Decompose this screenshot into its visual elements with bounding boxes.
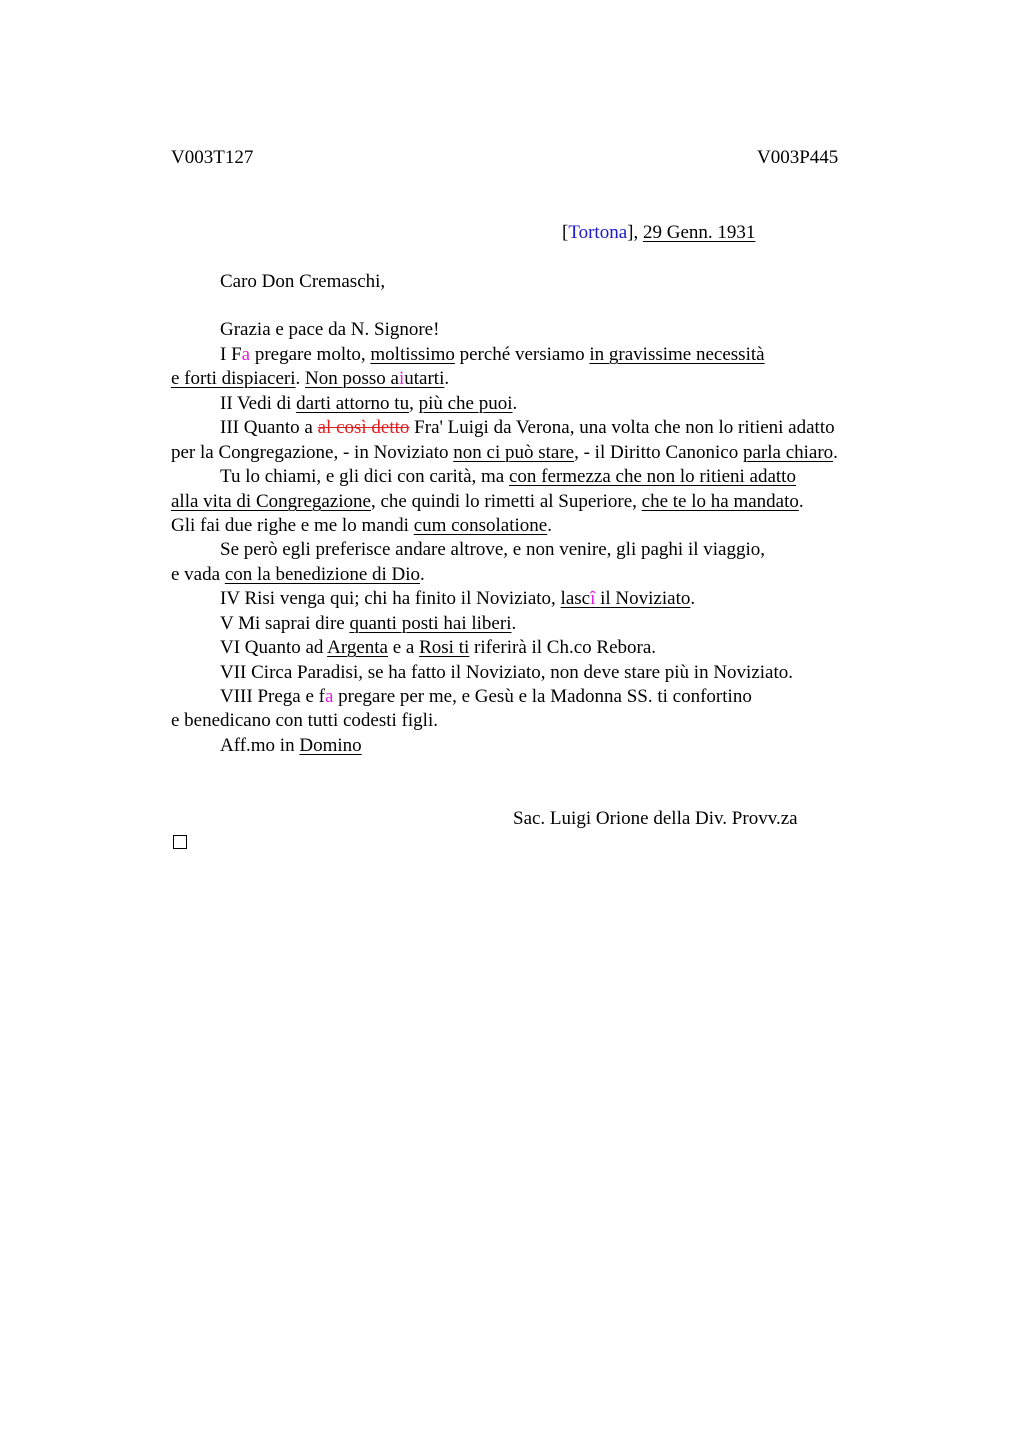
insertion-mark: i — [398, 368, 405, 389]
document-code-right: V003P445 — [757, 147, 839, 168]
place-name: Tortona — [568, 222, 628, 243]
document-code-left: V003T127 — [171, 147, 254, 168]
paragraph-4-line-3: Gli fai due righe e me lo mandi cum consolatione. — [171, 515, 552, 536]
signature: Sac. Luigi Orione della Div. Provv.za — [513, 808, 798, 829]
paragraph-6: IV Risi venga qui; chi ha finito il Noviziato, lascî il Noviziato. — [220, 588, 696, 609]
checkbox-square-icon — [173, 835, 187, 849]
paragraph-3-line-2: per la Congregazione, - in Noviziato non ci può stare, - il Diritto Canonico parla chiaro. — [171, 442, 838, 463]
deleted-text: al così detto — [317, 417, 410, 438]
paragraph-10-line-2: e benedicano con tutti codesti figli. — [171, 710, 438, 731]
closing: Aff.mo in Domino — [220, 735, 362, 756]
paragraph-3-line-1: III Quanto a al così detto Fra' Luigi da Verona, una volta che non lo ritieni adatto — [220, 417, 835, 438]
paragraph-10-line-1: VIII Prega e fa pregare per me, e Gesù e la Madonna SS. ti confortino — [220, 686, 752, 707]
paragraph-4-line-2: alla vita di Congregazione, che quindi lo rimetti al Superiore, che te lo ha mandato. — [171, 491, 804, 512]
paragraph-5-line-1: Se però egli preferisce andare altrove, e non venire, gli paghi il viaggio, — [220, 539, 765, 560]
salutation: Caro Don Cremaschi, — [220, 271, 386, 292]
paragraph-2: II Vedi di darti attorno tu, più che puoi. — [220, 393, 518, 414]
greeting: Grazia e pace da N. Signore! — [220, 319, 440, 340]
insertion-mark: a — [324, 686, 334, 707]
paragraph-4-line-1: Tu lo chiami, e gli dici con carità, ma con fermezza che non lo ritieni adatto — [220, 466, 796, 487]
paragraph-7: V Mi saprai dire quanti posti hai liberi. — [220, 613, 517, 634]
paragraph-5-line-2: e vada con la benedizione di Dio. — [171, 564, 425, 585]
paragraph-1-line-2: e forti dispiaceri. Non posso aiutarti. — [171, 368, 450, 389]
paragraph-8: VI Quanto ad Argenta e a Rosi ti riferirà il Ch.co Rebora. — [220, 637, 657, 658]
insertion-mark: a — [241, 344, 251, 365]
paragraph-9: VII Circa Paradisi, se ha fatto il Noviziato, non deve stare più in Noviziato. — [220, 662, 794, 683]
letter-date: 29 Genn. 1931 — [642, 222, 756, 243]
paragraph-1-line-1: I Fa pregare molto, moltissimo perché versiamo in gravissime necessità — [220, 344, 765, 365]
dateline: [Tortona], 29 Genn. 1931 — [562, 222, 756, 243]
insertion-mark: î — [590, 588, 596, 609]
